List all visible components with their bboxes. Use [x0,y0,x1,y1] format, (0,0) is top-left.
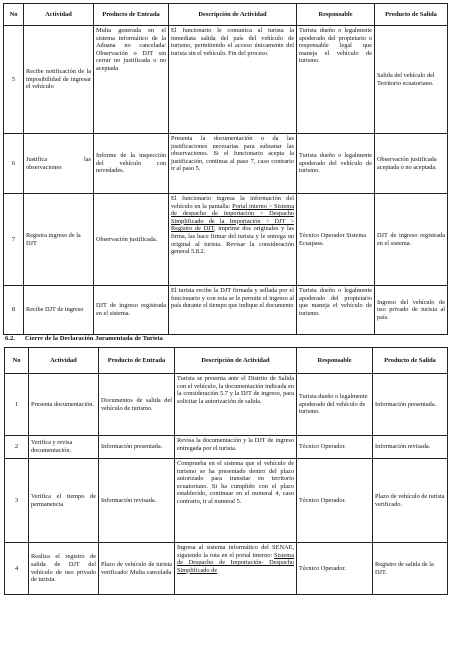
table-row [5,374,448,436]
row-entrada: Documentos de salida del vehículo de turismo. [99,374,175,436]
table-header-row [5,348,448,374]
row-salida: Información revisada. [373,436,448,459]
table-row [5,436,448,459]
description-text: El funcionario ingresa la información del vehículo en la pantalla: [171,195,294,210]
row-entrada: Información revisada. [99,459,175,543]
header-entrada: Producto de Entrada [99,348,175,374]
header-no: No [4,4,24,26]
row-actividad: Recibe notificación de la imposibilidad de ingresar el vehículo [24,26,94,134]
row-actividad: Justifica las observaciones [24,134,94,194]
row-descripcion [169,194,297,286]
row-salida: DJT de ingreso registrada en el sistema. [375,194,448,286]
row-actividad: Realiza el registro de salida de DJT del vehículo de uso privado de turista. [29,543,99,595]
activity-table-entry [3,3,448,335]
row-descripcion: Comprueba en el sistema que el vehículo de turismo se ha presentado dentro del plazo autorizado para transitar en territorio ecuatoriano. Si ha cumplido con el plazo establecido, continuar en el numeral 4, caso contrario, ir al numeral 5. [175,459,297,543]
row-number: 6 [4,134,24,194]
row-descripcion [175,543,297,595]
header-responsable: Responsable [297,4,375,26]
header-responsable: Responsable [297,348,373,374]
table-row [4,194,448,286]
row-responsable: Turista dueño o legalmente apoderado del vehículo de turismo. [297,134,375,194]
row-descripcion: Turista se presenta ante el Distrito de Salida con el vehículo, la documentación indicada en la consideración 5.7 y la DJT de ingreso, para solicitar la autorización de salida. [175,374,297,436]
row-descripcion: Revisa la documentación y la DJT de ingreso entregada por el turista. [175,436,297,459]
row-descripcion: El turista recibe la DJT firmada y sellada por el funcionario y con esta se le permite el ingreso al país durante el tiempo que indique el documento [169,286,297,335]
section-number: 6.2. [5,335,15,342]
header-entrada: Producto de Entrada [94,4,169,26]
row-salida: Ingreso del vehículo de uso privado de turista al país. [375,286,448,335]
table-row [5,459,448,543]
row-descripcion: El funcionario le comunica al turista la inmediata salida del país del vehículo de turismo, permitiendo el acceso únicamente del turista sin el vehículo. Fin del proceso. [169,26,297,134]
header-actividad: Actividad [29,348,99,374]
row-responsable: Técnico Operador. [297,436,373,459]
row-responsable: Técnico Operador Sistema Ecuapass. [297,194,375,286]
portal-path-link[interactable]: Portal interno > Sistema de despacho de importación > Despacho Simplificado de la Importación > DJT > Registro de DJT [171,202,294,233]
section-heading [5,335,445,343]
row-number: 4 [5,543,29,595]
row-responsable: Turista dueño o legalmente apoderado del vehículo de turismo. [297,374,373,436]
header-salida: Producto de Salida [375,4,448,26]
table-row [4,26,448,134]
row-actividad: Recibe DJT de ingreso [24,286,94,335]
row-responsable: Técnico Operador. [297,459,373,543]
row-salida: Salida del vehículo del Territorio ecuatoriano. [375,26,448,134]
table-row [4,134,448,194]
row-number: 3 [5,459,29,543]
row-salida: Observación justificada aceptada o no aceptada. [375,134,448,194]
row-descripcion: Presenta la documentación o da las justificaciones necesarias para subsanar las observaciones. Si el funcionario acepta la justificación, continua al paso 7, caso contrario ir al paso 5. [169,134,297,194]
row-number: 1 [5,374,29,436]
row-entrada: Información presentada. [99,436,175,459]
description-note: Revisar la consideración general 5.8.2. [171,240,294,256]
header-no: No [5,348,29,374]
row-responsable: Técnico Operador. [297,543,373,595]
section-title: Cierre de la Declaración Juramentada de Turista [24,335,163,342]
header-salida: Producto de Salida [373,348,448,374]
table-header-row [4,4,448,26]
row-entrada: Multa generada en el sistema informático de la Aduana no cancelada/ Observación o DJT sin cerrar no justificada o no aceptada [94,26,169,134]
header-actividad: Actividad [24,4,94,26]
portal-path-link[interactable]: Sistema de Despacho de Importación- Despacho Simplificado de [177,551,294,574]
row-responsable: Turista dueño o legalmente apoderado del propietario que maneja el vehículo de turismo. [297,286,375,335]
row-actividad: Verifica el tiempo de permanencia [29,459,99,543]
row-number: 7 [4,194,24,286]
row-entrada: Observación justificada. [94,194,169,286]
row-number: 5 [4,26,24,134]
activity-table-closure [4,347,448,595]
row-number: 8 [4,286,24,335]
table-row [5,543,448,595]
row-salida: Plazo de vehículo de turista verificado. [373,459,448,543]
row-actividad: Verifica y revisa documentación. [29,436,99,459]
header-descripcion: Descripción de Actividad [175,348,297,374]
row-entrada: Informe de la inspección del vehículo con novedades. [94,134,169,194]
row-actividad: Registra ingreso de la DJT [24,194,94,286]
row-number: 2 [5,436,29,459]
row-actividad: Presenta documentación. [29,374,99,436]
header-descripcion: Descripción de Actividad [169,4,297,26]
row-responsable: Turista dueño o legalmente apoderado del propietario o responsable legal que maneja el vehículo de turismo. [297,26,375,134]
description-text: Ingresa al sistema informático del SENAE, siguiendo la ruta en el portal interno: [177,544,294,559]
description-text: , imprime dos originales y las firma, las hace firmar del turista y le entrega un original al turista. [171,225,294,248]
table-row [4,286,448,335]
row-salida: Información presentada. [373,374,448,436]
row-entrada: DJT de ingreso registrada en el sistema. [94,286,169,335]
row-entrada: Plazo de vehículo de turista verificado/ Multa cancelada [99,543,175,595]
row-salida: Registro de salida de la DJT. [373,543,448,595]
